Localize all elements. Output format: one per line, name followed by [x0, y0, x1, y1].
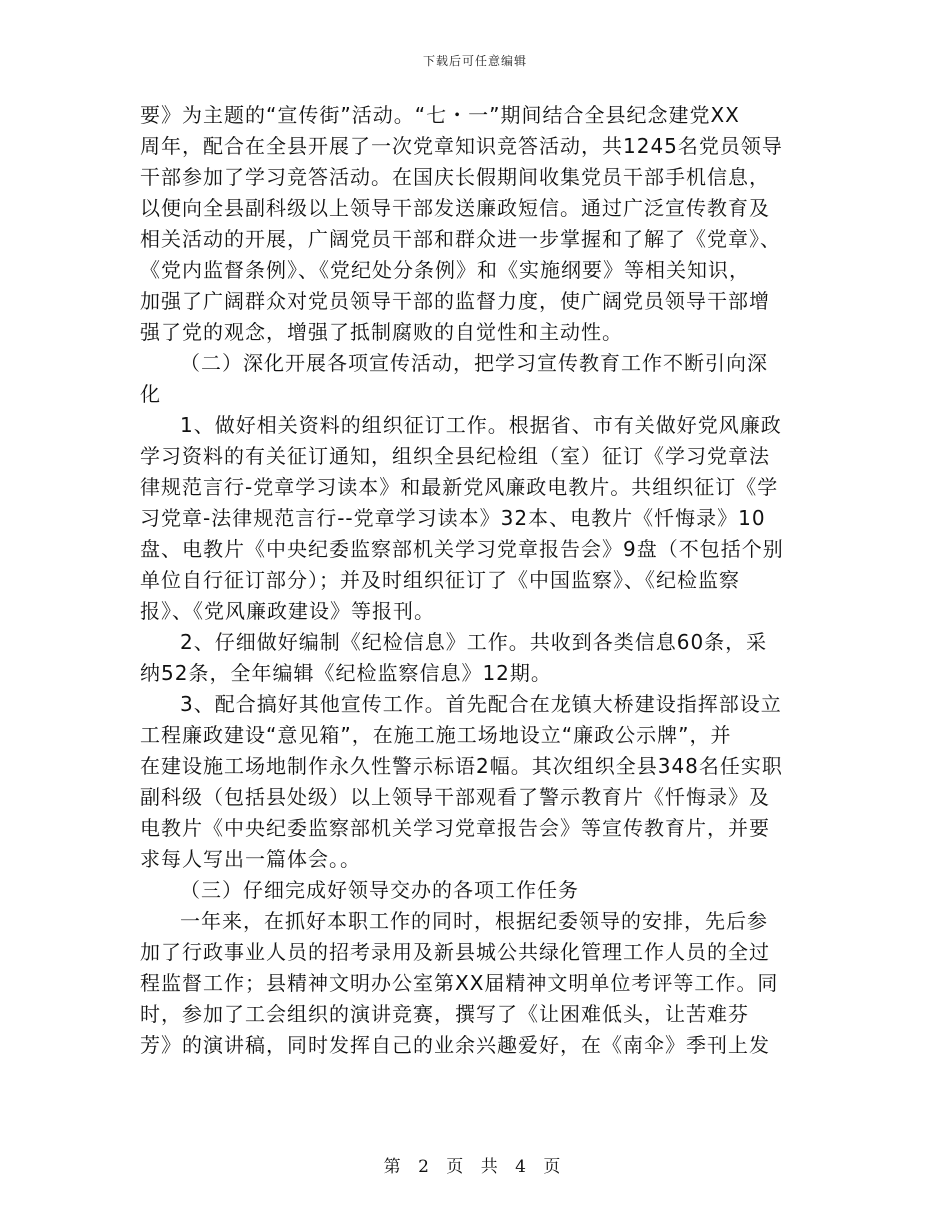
page-footer: 第 2 页 共 4 页 [383, 1157, 567, 1177]
text-line: 一年来，在抓好本职工作的同时，根据纪委领导的安排，先后参 [180, 909, 768, 933]
text-line: 求每人写出一篇体会。。 [140, 847, 361, 871]
text-line: 时，参加了工会组织的演讲竞赛，撰写了《让困难低头，让苦难芬 [140, 1002, 749, 1026]
text-line: （三）仔细完成好领导交办的各项工作任务 [180, 878, 579, 902]
text-line: 律规范言行-党章学习读本》和最新党风廉政电教片。共组织征订《学 [140, 475, 779, 499]
text-line: 加了行政事业人员的招考录用及新县城公共绿化管理工作人员的全过 [140, 940, 770, 964]
text-line: 芳》的演讲稿，同时发挥自己的业余兴趣爱好，在《南伞》季刊上发 [140, 1033, 770, 1057]
text-line: 要》为主题的“宣传街”活动。“七・一”期间结合全县纪念建党XX [140, 103, 740, 127]
text-line: 干部参加了学习竞答活动。在国庆长假期间收集党员干部手机信息， [140, 165, 770, 189]
text-line: 报》、《党风廉政建设》等报刊。 [140, 599, 435, 623]
document-body [140, 100, 820, 1061]
text-line: 单位自行征订部分）；并及时组织征订了《中国监察》、《纪检监察 [140, 568, 740, 592]
text-line: 习党章-法律规范言行--党章学习读本》32本、电教片《忏悔录》10 [140, 506, 766, 530]
text-line: 在建设施工场地制作永久性警示标语2幅。其次组织全县348名任实职 [140, 754, 783, 778]
page-header: 下载后可任意编辑 [422, 54, 527, 68]
text-line: 电教片《中央纪委监察部机关学习党章报告会》等宣传教育片，并要 [140, 816, 770, 840]
text-line: （二）深化开展各项宣传活动，把学习宣传教育工作不断引向深 [180, 351, 768, 375]
text-line: 盘、电教片《中央纪委监察部机关学习党章报告会》9盘（不包括个别 [140, 537, 784, 561]
text-line: 学习资料的有关征订通知，组织全县纪检组（室）征订《学习党章法 [140, 444, 770, 468]
text-line: 3、配合搞好其他宣传工作。首先配合在龙镇大桥建设指挥部设立 [180, 692, 782, 716]
text-line: 1、做好相关资料的组织征订工作。根据省、市有关做好党风廉政 [180, 413, 782, 437]
text-line: 工程廉政建设“意见箱”，在施工施工场地设立“廉政公示牌”，并 [140, 723, 732, 747]
text-line: 《党内监督条例》、《党纪处分条例》和《实施纲要》等相关知识， [140, 258, 750, 282]
text-line: 周年，配合在全县开展了一次党章知识竞答活动，共1245名党员领导 [140, 134, 783, 158]
text-line: 加强了广阔群众对党员领导干部的监督力度，使广阔党员领导干部增 [140, 289, 770, 313]
text-line: 纳52条，全年编辑《纪检监察信息》12期。 [140, 661, 552, 685]
text-line: 强了党的观念，增强了抵制腐败的自觉性和主动性。 [140, 320, 623, 344]
text-line: 程监督工作；县精神文明办公室第XX届精神文明单位考评等工作。同 [140, 971, 779, 995]
text-line: 相关活动的开展，广阔党员干部和群众进一步掌握和了解了《党章》、 [140, 227, 781, 251]
text-line: 以便向全县副科级以上领导干部发送廉政短信。通过广泛宣传教育及 [140, 196, 770, 220]
text-line: 副科级（包括县处级）以上领导干部观看了警示教育片《忏悔录》及 [140, 785, 770, 809]
text-line: 化 [140, 382, 161, 406]
text-line: 2、仔细做好编制《纪检信息》工作。共收到各类信息60条，采 [180, 630, 768, 654]
